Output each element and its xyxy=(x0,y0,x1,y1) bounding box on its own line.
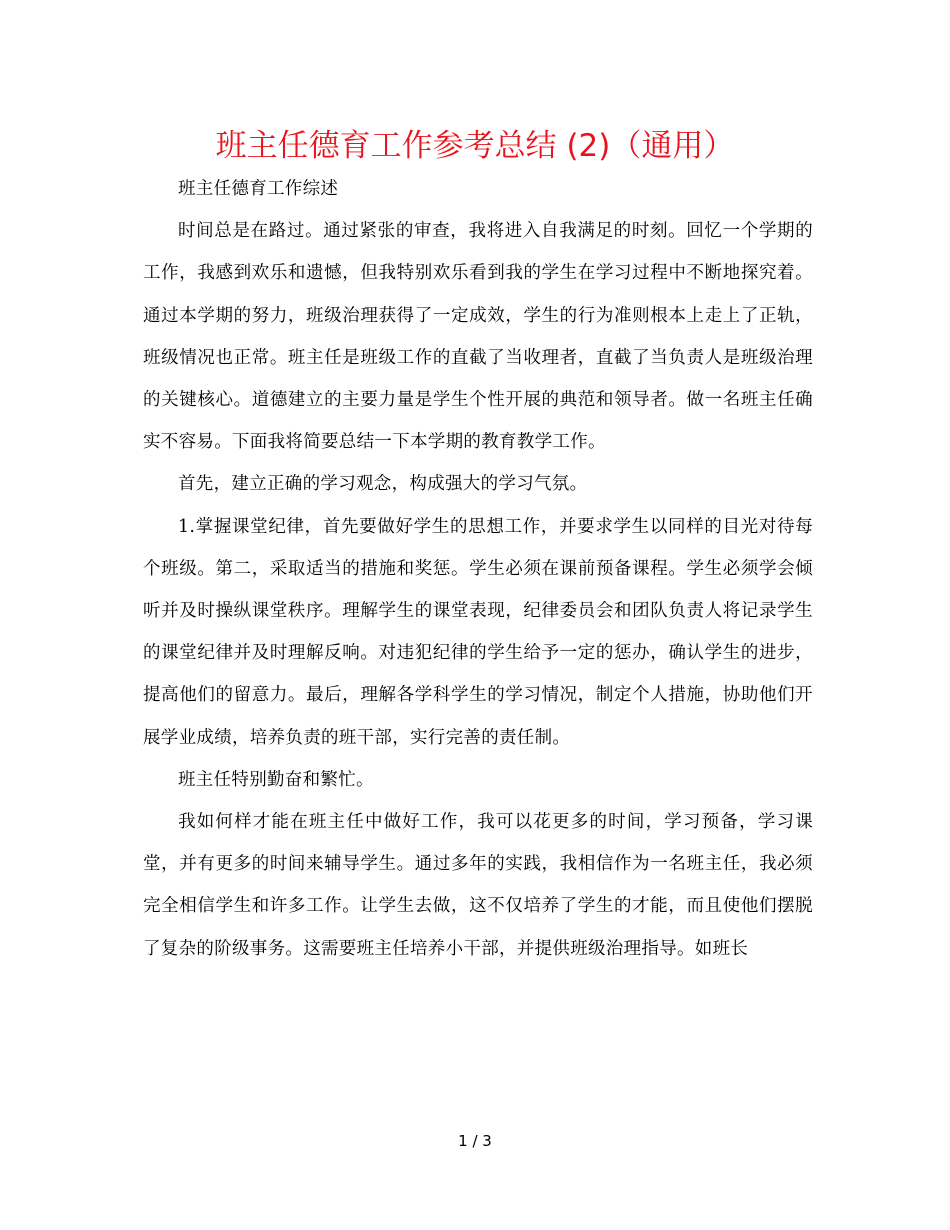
paragraph-teacher-busy: 班主任特别勤奋和繁忙。 xyxy=(178,769,374,790)
paragraph-classroom-discipline: 1.掌握课堂纪律，首先要做好学生的思想工作，并要求学生以同样的目光对待每个班级。第二，采取适当的措施和奖惩。学生必须在课前预备课程。学生必须学会倾听并及时操纵课堂秩序。理解学生的课堂表现，纪律委员会和团队负责人将记录学生的课堂纪律并及时理解反响。对违犯纪律的学生给予一定的惩办，确认学生的进步，提高他们的留意力。最后，理解各学科学生的学习情况，制定个人措施，协助他们开展学业成绩，培养负责的班干部，实行完善的责任制。 xyxy=(143,516,813,748)
paragraph-how-to-work: 我如何样才能在班主任中做好工作，我可以花更多的时间，学习预备，学习课堂，并有更多的时间来辅导学生。通过多年的实践，我相信作为一名班主任，我必须完全相信学生和许多工作。让学生去做，这不仅培养了学生的才能，而且使他们摆脱了复杂的阶级事务。这需要班主任培养小干部，并提供班级治理指导。如班长 xyxy=(143,812,813,959)
page-number: 1 / 3 xyxy=(458,1132,492,1150)
paragraph-intro: 时间总是在路过。通过紧张的审查，我将进入自我满足的时刻。回忆一个学期的工作，我感到欢乐和遗憾，但我特别欢乐看到我的学生在学习过程中不断地探究着。通过本学期的努力，班级治理获得了一定成效，学生的行为准则根本上走上了正轨，班级情况也正常。班主任是班级工作的直截了当收理者，直截了当负责人是班级治理的关键核心。道德建立的主要力量是学生个性开展的典范和领导者。做一名班主任确实不容易。下面我将简要总结一下本学期的教育教学工作。 xyxy=(143,221,813,453)
document-body xyxy=(143,168,813,970)
section-heading-summary: 班主任德育工作综述 xyxy=(178,179,339,199)
document-title: 班主任德育工作参考总结 (2)（通用） xyxy=(215,128,735,164)
paragraph-first-point: 首先，建立正确的学习观念，构成强大的学习气氛。 xyxy=(178,474,588,495)
